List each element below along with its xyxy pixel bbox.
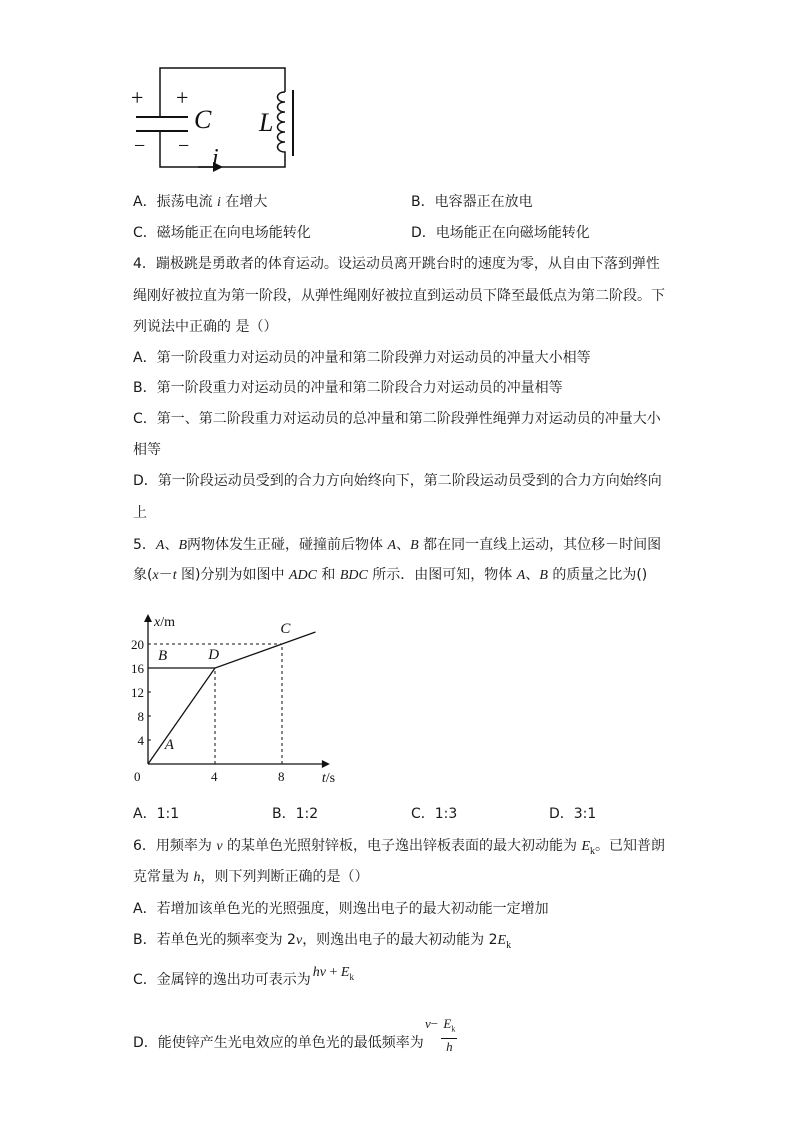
q3-option-a: A．振荡电流 i 在增大 (133, 194, 268, 210)
plus-sign-outer: + (131, 85, 144, 110)
q4-stem-line2: 绳刚好被拉直为第一阶段，从弹性绳刚好被拉直到运动员下降至最低点为第二阶段。下 (133, 288, 665, 304)
q4-stem-line1: 4．蹦极跳是勇敢者的体育运动。设运动员离开跳台时的速度为零，从自由下落到弹性 (133, 256, 660, 272)
q6-option-b: B．若单色光的频率变为 2ν，则逸出电子的最大初动能为 $2E_k$ (133, 932, 512, 951)
point-label-d: D (208, 647, 220, 663)
y-tick-label: 16 (131, 661, 144, 676)
y-tick-label: 20 (131, 637, 144, 652)
lc-circuit-diagram (128, 60, 308, 175)
minus-sign-outer: − (134, 135, 146, 157)
x-axis-arrow-icon (322, 760, 330, 768)
current-label: i (212, 145, 219, 171)
x-tick-label: 0 (134, 769, 141, 784)
capacitor-label: C (194, 105, 212, 134)
q6-option-d-formula: ν− $\frac{E_k}{h}$ (425, 1016, 456, 1054)
point-label-a: A (164, 737, 174, 753)
q3-option-c: C．磁场能正在向电场能转化 (133, 225, 311, 241)
q4-stem-line3: 列说法中正确的 是（） (133, 319, 278, 335)
y-tick-label: 12 (131, 685, 144, 700)
q3-option-b: B．电容器正在放电 (411, 194, 533, 210)
q4-option-d-line2: 上 (133, 505, 147, 521)
q4-option-c-line1: C．第一、第二阶段重力对运动员的总冲量和第二阶段弹性绳弹力对运动员的冲量大小 (133, 411, 661, 427)
q6-option-c: C．金属锌的逸出功可表示为 $h\nu + E_k$ (133, 965, 354, 988)
q4-option-d-line1: D．第一阶段运动员受到的合力方向始终向下，第二阶段运动员受到的合力方向始终向 (133, 473, 662, 489)
q6-stem-line2: 克常量为 h，则下列判断正确的是（） (133, 869, 369, 885)
q5-option-a: A．1:1 (133, 806, 180, 822)
point-label-b: B (158, 648, 168, 665)
q5-stem-line2: 象(x－t 图)分别为如图中 ADC 和 BDC 所示．由图可知，物体 A、B 的质量之比为() (133, 567, 648, 583)
q5-option-d: D．3:1 (549, 806, 597, 822)
q6-option-c-formula: $h\nu + E_k$ (312, 965, 354, 982)
q4-option-c-line2: 相等 (133, 442, 161, 458)
xt-graph (128, 600, 348, 790)
x-axis-label: t/s (321, 771, 336, 786)
q4-option-b: B．第一阶段重力对运动员的冲量和第二阶段合力对运动员的冲量相等 (133, 380, 563, 396)
q6-option-a: A．若增加该单色光的光照强度，则逸出电子的最大初动能一定增加 (133, 901, 549, 917)
inductor-coil (278, 92, 286, 154)
q6-option-d: D．能使锌产生光电效应的单色光的最低频率为 (133, 1035, 424, 1051)
x-tick-label: 4 (211, 769, 218, 784)
minus-sign-inner: − (178, 135, 190, 157)
q3-option-d: D．电场能正在向磁场能转化 (411, 225, 590, 241)
q5-stem-line1: 5．A、B两物体发生正碰，碰撞前后物体 A、B 都在同一直线上运动，其位移－时间图 (133, 537, 662, 553)
inductor-label: L (259, 108, 274, 137)
y-axis-arrow-icon (144, 614, 152, 622)
q5-option-c: C．1:3 (411, 806, 458, 822)
point-label-c: C (280, 621, 291, 638)
q6-stem-line1: 6．用频率为 ν 的某单色光照射锌板，电子逸出锌板表面的最大初动能为 $E_k$。已知普朗 (133, 838, 666, 857)
plus-sign-inner: + (176, 85, 189, 110)
y-axis-label: x/m (154, 615, 175, 630)
y-tick-label: 8 (137, 709, 144, 724)
y-tick-label: 4 (137, 733, 144, 748)
q5-option-b: B．1:2 (272, 806, 319, 822)
x-tick-label: 8 (278, 769, 285, 784)
q4-option-a: A．第一阶段重力对运动员的冲量和第二阶段弹力对运动员的冲量大小相等 (133, 350, 591, 366)
